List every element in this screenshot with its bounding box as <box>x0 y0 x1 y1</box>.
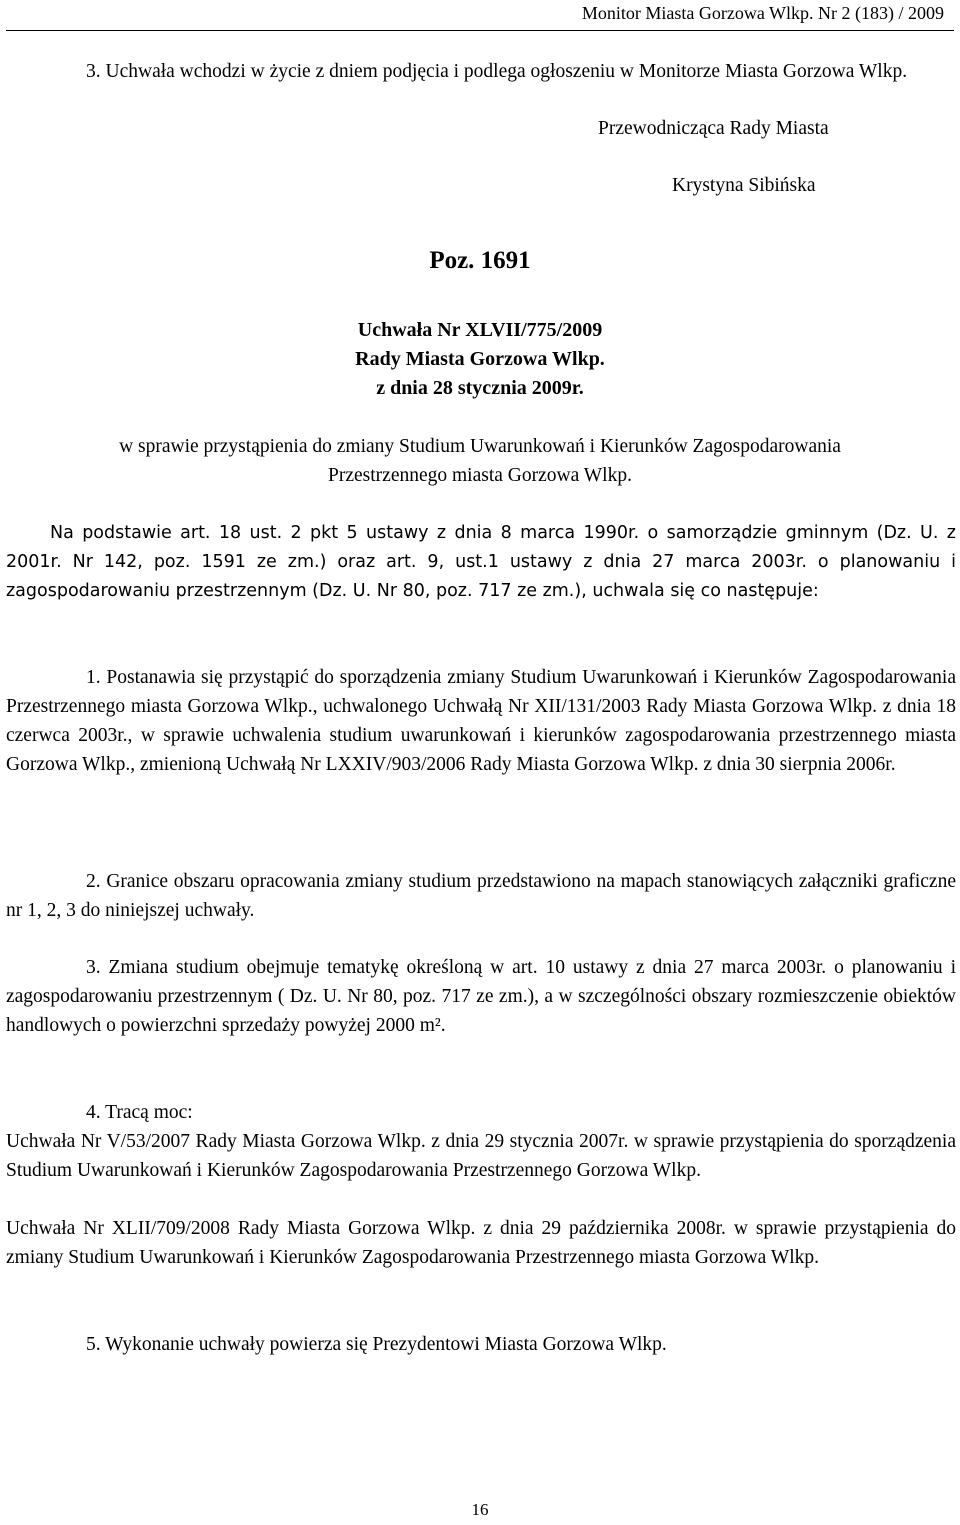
paragraph-1-part-b: , uchwalonego Uchwałą Nr XII/131/2003 Rady Miasta Gorzowa Wlkp. z dnia 18 czerwca 2003r. <box>6 696 956 746</box>
paragraph-4-item-2: Uchwała Nr XLII/709/2008 Rady Miasta Gorzowa Wlkp. z dnia 29 października 2008r. w sprawie przystąpienia do zmiany Studium Uwarunkowań i Kierunków Zagospodarowania Przestrzennego miasta Gorzowa Wlkp. <box>6 1218 956 1268</box>
resolution-subject-line-2: Przestrzennego miasta Gorzowa Wlkp. <box>328 465 632 486</box>
paragraph-1 <box>6 663 956 779</box>
resolution-council: Rady Miasta Gorzowa Wlkp. <box>355 348 605 370</box>
page-header: Monitor Miasta Gorzowa Wlkp. Nr 2 (183) / 2009 <box>581 3 944 23</box>
resolution-number: Uchwała Nr XLVII/775/2009 <box>357 319 603 341</box>
closing-paragraph: 3. Uchwała wchodzi w życie z dniem podjęcia i podlega ogłoszeniu w Monitorze Miasta Gorzowa Wlkp. <box>86 61 908 82</box>
signature-title: Przewodnicząca Rady Miasta <box>598 118 829 139</box>
paragraph-3: 3. Zmiana studium obejmuje tematykę określoną w art. 10 ustawy z dnia 27 marca 2003r. o planowaniu i zagospodarowaniu przestrzennym ( Dz. U. Nr 80, poz. 717 ze zm.), a w szczególności obszary rozmieszczenie obiektów handlowych o powierzchni sprzedaży powyżej 2000 m². <box>6 957 956 1036</box>
paragraph-1-part-c: , w sprawie uchwalenia studium uwarunkowań i kierunków zagospodarowania przestrzennego miasta Gorzowa Wlkp. <box>6 725 956 775</box>
paragraph-4-heading: 4. Tracą moc: <box>86 1102 193 1123</box>
page-number: 16 <box>471 1500 489 1519</box>
resolution-date: z dnia 28 stycznia 2009r. <box>376 377 584 399</box>
position-number: Poz. 1691 <box>429 247 531 274</box>
header-divider <box>6 30 954 31</box>
legal-basis-preamble: Na podstawie art. 18 ust. 2 pkt 5 ustawy z dnia 8 marca 1990r. o samorządzie gminnym (Dz. U. z 2001r. Nr 142, poz. 1591 ze zm.) oraz art. 9, ust.1 ustawy z dnia 27 marca 2003r. o planowaniu i zagospodarowaniu przestrzennym (Dz. U. Nr 80, poz. 717 ze zm.), uchwala się co następuje: <box>6 523 956 601</box>
paragraph-1-part-a: 1. Postanawia się przystąpić do sporządzenia zmiany Studium Uwarunkowań i Kierunków Zagospodarowania Przestrzennego miasta Gorzowa Wlkp. <box>6 667 956 717</box>
signature-name: Krystyna Sibińska <box>672 175 816 196</box>
resolution-subject-line-1: w sprawie przystąpienia do zmiany Studium Uwarunkowań i Kierunków Zagospodarowania <box>119 436 841 457</box>
paragraph-1-part-d: , zmienioną Uchwałą Nr LXXIV/903/2006 Rady Miasta Gorzowa Wlkp. z dnia 30 sierpnia 2006r. <box>130 754 896 775</box>
paragraph-5: 5. Wykonanie uchwały powierza się Prezydentowi Miasta Gorzowa Wlkp. <box>86 1334 667 1355</box>
paragraph-4-item-1: Uchwała Nr V/53/2007 Rady Miasta Gorzowa Wlkp. z dnia 29 stycznia 2007r. w sprawie przystąpienia do sporządzenia Studium Uwarunkowań i Kierunków Zagospodarowania Przestrzennego Gorzowa Wlkp. <box>6 1131 956 1181</box>
paragraph-2: 2. Granice obszaru opracowania zmiany studium przedstawiono na mapach stanowiących załączniki graficzne nr 1, 2, 3 do niniejszej uchwały. <box>6 871 956 921</box>
